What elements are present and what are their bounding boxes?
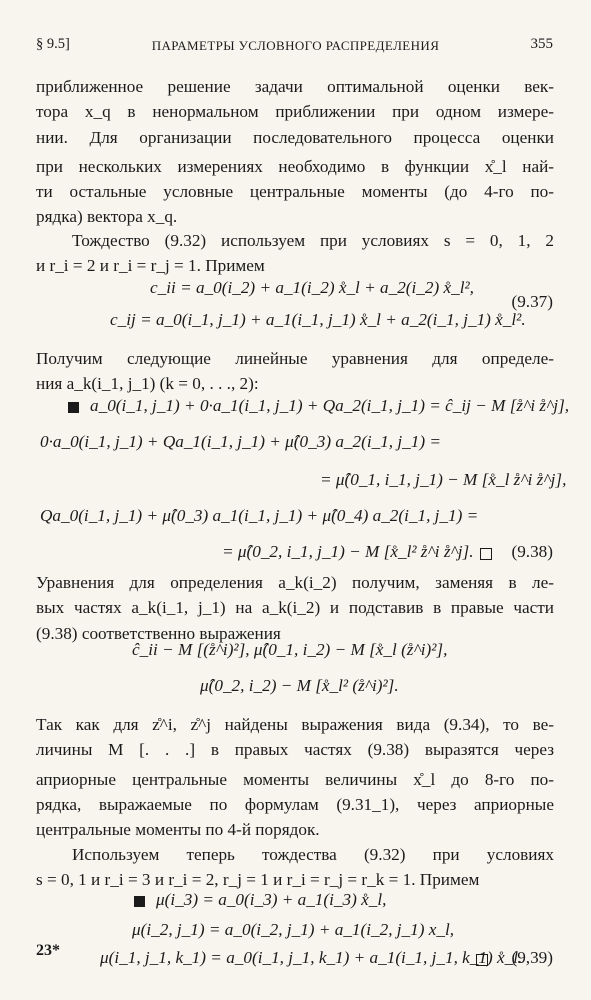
text-line: априорные центральные моменты величины x̊_l до 8-го по- <box>36 769 554 789</box>
equation-9-38-line-3: = μ̂(0_1, i_1, j_1) − M [x̊_l z̊^i z̊^j], <box>320 470 567 489</box>
equation-9-39-line-2: μ(i_2, j_1) = a_0(i_2, j_1) + a_1(i_2, j_1) x_l, <box>132 920 455 939</box>
equation-number: (9.38) <box>511 542 553 561</box>
text-line: тора x_q в ненормальном приближении при одном измере- <box>36 102 554 122</box>
paragraph-4 <box>36 570 554 646</box>
paragraph-5 <box>36 712 554 842</box>
equation-9-38-line-5: = μ̂(0_2, i_1, j_1) − M [x̊_l² z̊^i z̊^j]. <box>222 542 474 561</box>
text-line: приближенное решение задачи оптимальной оценки век- <box>36 77 554 96</box>
text-line: и r_i = 2 и r_i = r_j = 1. Примем <box>36 256 265 276</box>
paragraph-6 <box>36 842 554 893</box>
text-line: ти остальные условные центральные моменты (до 4-го по- <box>36 182 554 202</box>
equation-9-38-line-2: 0·a_0(i_1, j_1) + Qa_1(i_1, j_1) + μ̂(0_3) a_2(i_1, j_1) = <box>40 432 441 451</box>
equation-number: (9,39) <box>511 948 553 967</box>
text-line: вых частях a_k(i_1, j_1) на a_k(i_2) и подставив в правые части <box>36 598 554 618</box>
text-line: нии. Для организации последовательного процесса оценки <box>36 127 554 147</box>
text-line: ния a_k(i_1, j_1) (k = 0, . . ., 2): <box>36 374 259 394</box>
expression-line-2: μ̂(0_2, i_2) − M [x̊_l² (z̊^i)²]. <box>200 676 399 695</box>
page-number: 355 <box>530 36 553 52</box>
end-of-proof-square <box>476 954 488 966</box>
text-line: центральные моменты по 4-й порядок. <box>36 820 320 840</box>
text-line: при нескольких измерениях необходимо в функции x̊_l най- <box>36 156 554 176</box>
text-line: Используем теперь тождества (9.32) при условиях <box>72 845 554 864</box>
text-line: (9.38) соответственно выражения <box>36 623 281 643</box>
equation-9-39-line-1: μ(i_3) = a_0(i_3) + a_1(i_3) x̊_l, <box>156 890 387 909</box>
proof-marker-bullet <box>134 896 145 907</box>
text-line: s = 0, 1 и r_i = 3 и r_i = 2, r_j = 1 и r_i = r_j = r_k = 1. Примем <box>36 870 480 890</box>
expression-line-1: ĉ_ii − M [(z̊^i)²], μ̂(0_1, i_2) − M [x̊_l (z̊^i)²], <box>132 640 448 659</box>
text-line: личины M [. . .] в правых частях (9.38) выразятся через <box>36 740 554 760</box>
equation-number: (9.37) <box>511 292 553 311</box>
text-line: рядка, выражаемые по формулам (9.31_1), через априорные <box>36 794 554 814</box>
equation-9-38-line-4: Qa_0(i_1, j_1) + μ̂(0_3) a_1(i_1, j_1) + μ̂(0_4) a_2(i_1, j_1) = <box>40 506 479 525</box>
signature-mark: 23* <box>36 942 60 959</box>
paragraph-1 <box>36 74 554 230</box>
equation-9-37-line-1: c_ii = a_0(i_2) + a_1(i_2) x̊_l + a_2(i_2) x̊_l², <box>150 278 474 297</box>
text-line: Тождество (9.32) используем при условиях s = 0, 1, 2 <box>72 231 554 250</box>
end-of-proof-square <box>480 548 492 560</box>
text-line: Получим следующие линейные уравнения для определе- <box>36 349 554 368</box>
equation-9-39-line-3: μ(i_1, j_1, k_1) = a_0(i_1, j_1, k_1) + a_1(i_1, j_1, k_1) x̊_l. <box>100 948 523 967</box>
paragraph-3 <box>36 346 554 397</box>
paragraph-2 <box>36 228 554 279</box>
text-line: рядка) вектора x_q. <box>36 207 178 227</box>
section-number: § 9.5] <box>36 36 70 52</box>
running-title: ПАРАМЕТРЫ УСЛОВНОГО РАСПРЕДЕЛЕНИЯ <box>151 38 440 53</box>
text-line: Так как для z̊^i, z̊^j найдены выражения вида (9.34), то ве- <box>36 715 554 734</box>
equation-9-37-line-2: c_ij = a_0(i_1, j_1) + a_1(i_1, j_1) x̊_l + a_2(i_1, j_1) x̊_l². <box>110 310 526 329</box>
equation-9-38-line-1: a_0(i_1, j_1) + 0·a_1(i_1, j_1) + Qa_2(i_1, j_1) = ĉ_ij − M [z̊^i z̊^j], <box>90 396 570 415</box>
proof-marker-bullet <box>68 402 79 413</box>
text-line: Уравнения для определения a_k(i_2) получим, заменяя в ле- <box>36 573 554 592</box>
